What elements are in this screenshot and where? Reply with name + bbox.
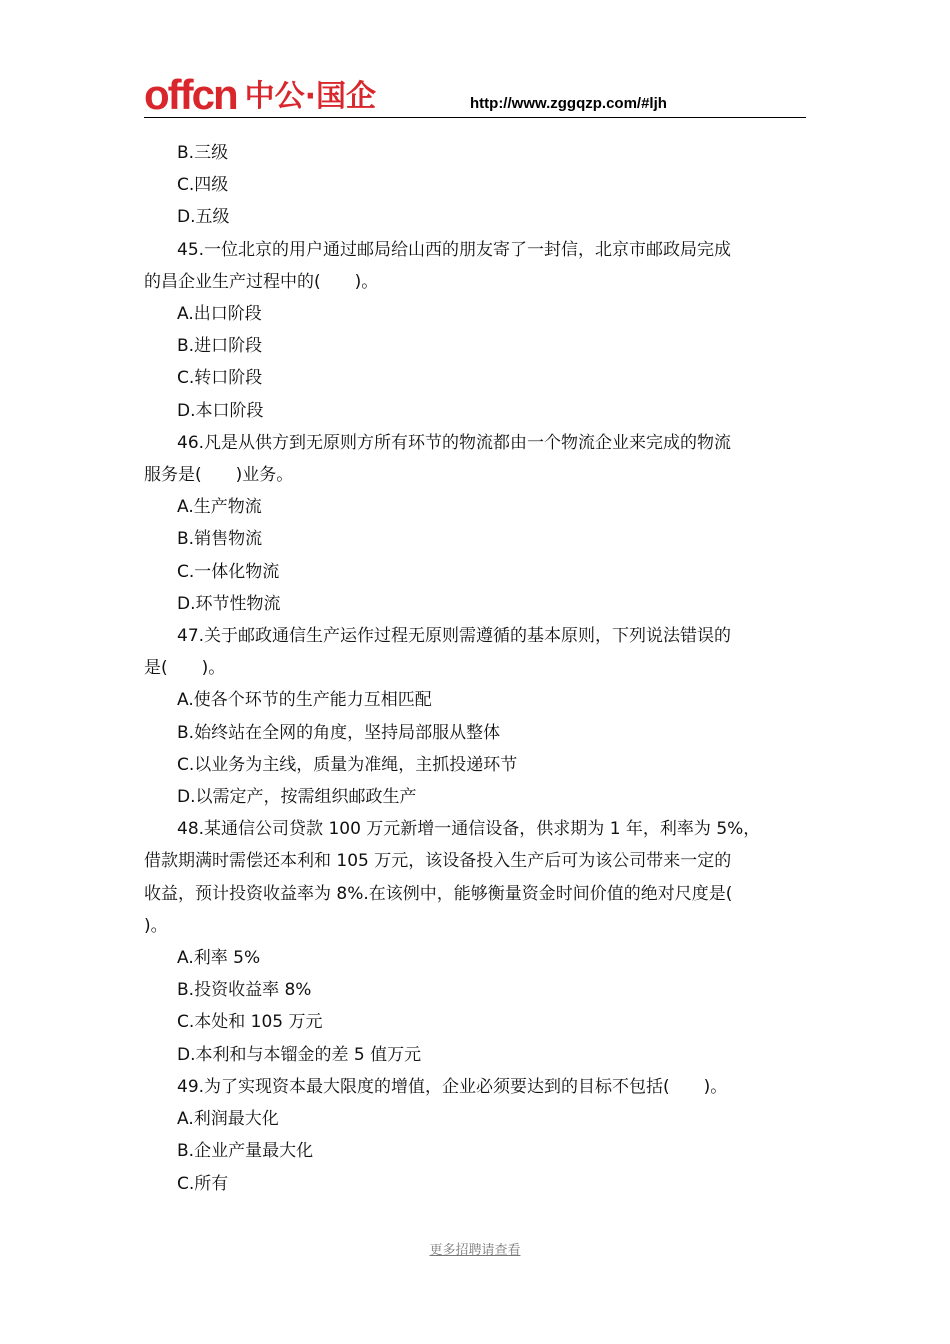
header-divider bbox=[144, 117, 806, 118]
question-text: 48.某通信公司贷款 100 万元新增一通信设备，供求期为 1 年，利率为 5%， bbox=[177, 819, 761, 840]
answer-option: B.三级 bbox=[177, 143, 229, 163]
answer-option: D.本利和与本镏金的差 5 值万元 bbox=[177, 1044, 422, 1065]
answer-option: C.本处和 105 万元 bbox=[177, 1012, 323, 1033]
answer-option: D.环节性物流 bbox=[177, 593, 281, 614]
answer-option: C.所有 bbox=[177, 1173, 229, 1194]
logo-cn-text: 中公·国企 bbox=[244, 79, 377, 114]
question-text: 45.一位北京的用户通过邮局给山西的朋友寄了一封信，北京市邮政局完成 bbox=[177, 239, 732, 260]
question-text: 服务是( )业务。 bbox=[144, 465, 294, 486]
answer-option: B.销售物流 bbox=[177, 529, 263, 550]
answer-option: C.转口阶段 bbox=[177, 368, 263, 389]
answer-option: B.进口阶段 bbox=[177, 336, 263, 357]
question-content bbox=[144, 137, 806, 1200]
page-footer bbox=[0, 1239, 950, 1258]
question-text: 49.为了实现资本最大限度的增值，企业必须要达到的目标不包括( )。 bbox=[177, 1076, 728, 1097]
answer-option: A.生产物流 bbox=[177, 497, 262, 518]
answer-option: D.本口阶段 bbox=[177, 400, 264, 421]
answer-option: A.出口阶段 bbox=[177, 304, 262, 325]
question-text: 46.凡是从供方到无原则方所有环节的物流都由一个物流企业来完成的物流 bbox=[177, 432, 732, 453]
answer-option: B.始终站在全网的角度，坚持局部服从整体 bbox=[177, 722, 501, 743]
question-text: 的昌企业生产过程中的( )。 bbox=[144, 271, 379, 292]
question-text: 是( )。 bbox=[144, 658, 226, 679]
answer-option: C.四级 bbox=[177, 175, 229, 196]
footer-more-jobs-link[interactable]: 更多招聘请查看 bbox=[429, 1243, 521, 1258]
header-url[interactable]: http://www.zggqzp.com/#ljh bbox=[470, 95, 667, 112]
question-text: 47.关于邮政通信生产运作过程无原则需遵循的基本原则，下列说法错误的 bbox=[177, 626, 732, 647]
answer-option: A.利润最大化 bbox=[177, 1109, 279, 1130]
answer-option: D.五级 bbox=[177, 207, 230, 228]
answer-option: A.使各个环节的生产能力互相匹配 bbox=[177, 690, 432, 711]
question-text: 收益，预计投资收益率为 8%.在该例中，能够衡量资金时间价值的绝对尺度是( bbox=[144, 883, 733, 904]
page-header bbox=[144, 62, 806, 118]
question-text: 借款期满时需偿还本利和 105 万元，该设备投入生产后可为该公司带来一定的 bbox=[144, 851, 732, 872]
offcn-logo bbox=[144, 68, 376, 116]
question-text: )。 bbox=[144, 915, 168, 936]
answer-option: C.一体化物流 bbox=[177, 561, 280, 582]
answer-option: A.利率 5% bbox=[177, 948, 261, 969]
answer-option: C.以业务为主线，质量为准绳，主抓投递环节 bbox=[177, 754, 518, 775]
logo-latin-text: offcn bbox=[144, 71, 237, 118]
answer-option: D.以需定产，按需组织邮政生产 bbox=[177, 787, 417, 808]
answer-option: B.投资收益率 8% bbox=[177, 980, 312, 1001]
answer-option: B.企业产量最大化 bbox=[177, 1141, 314, 1162]
